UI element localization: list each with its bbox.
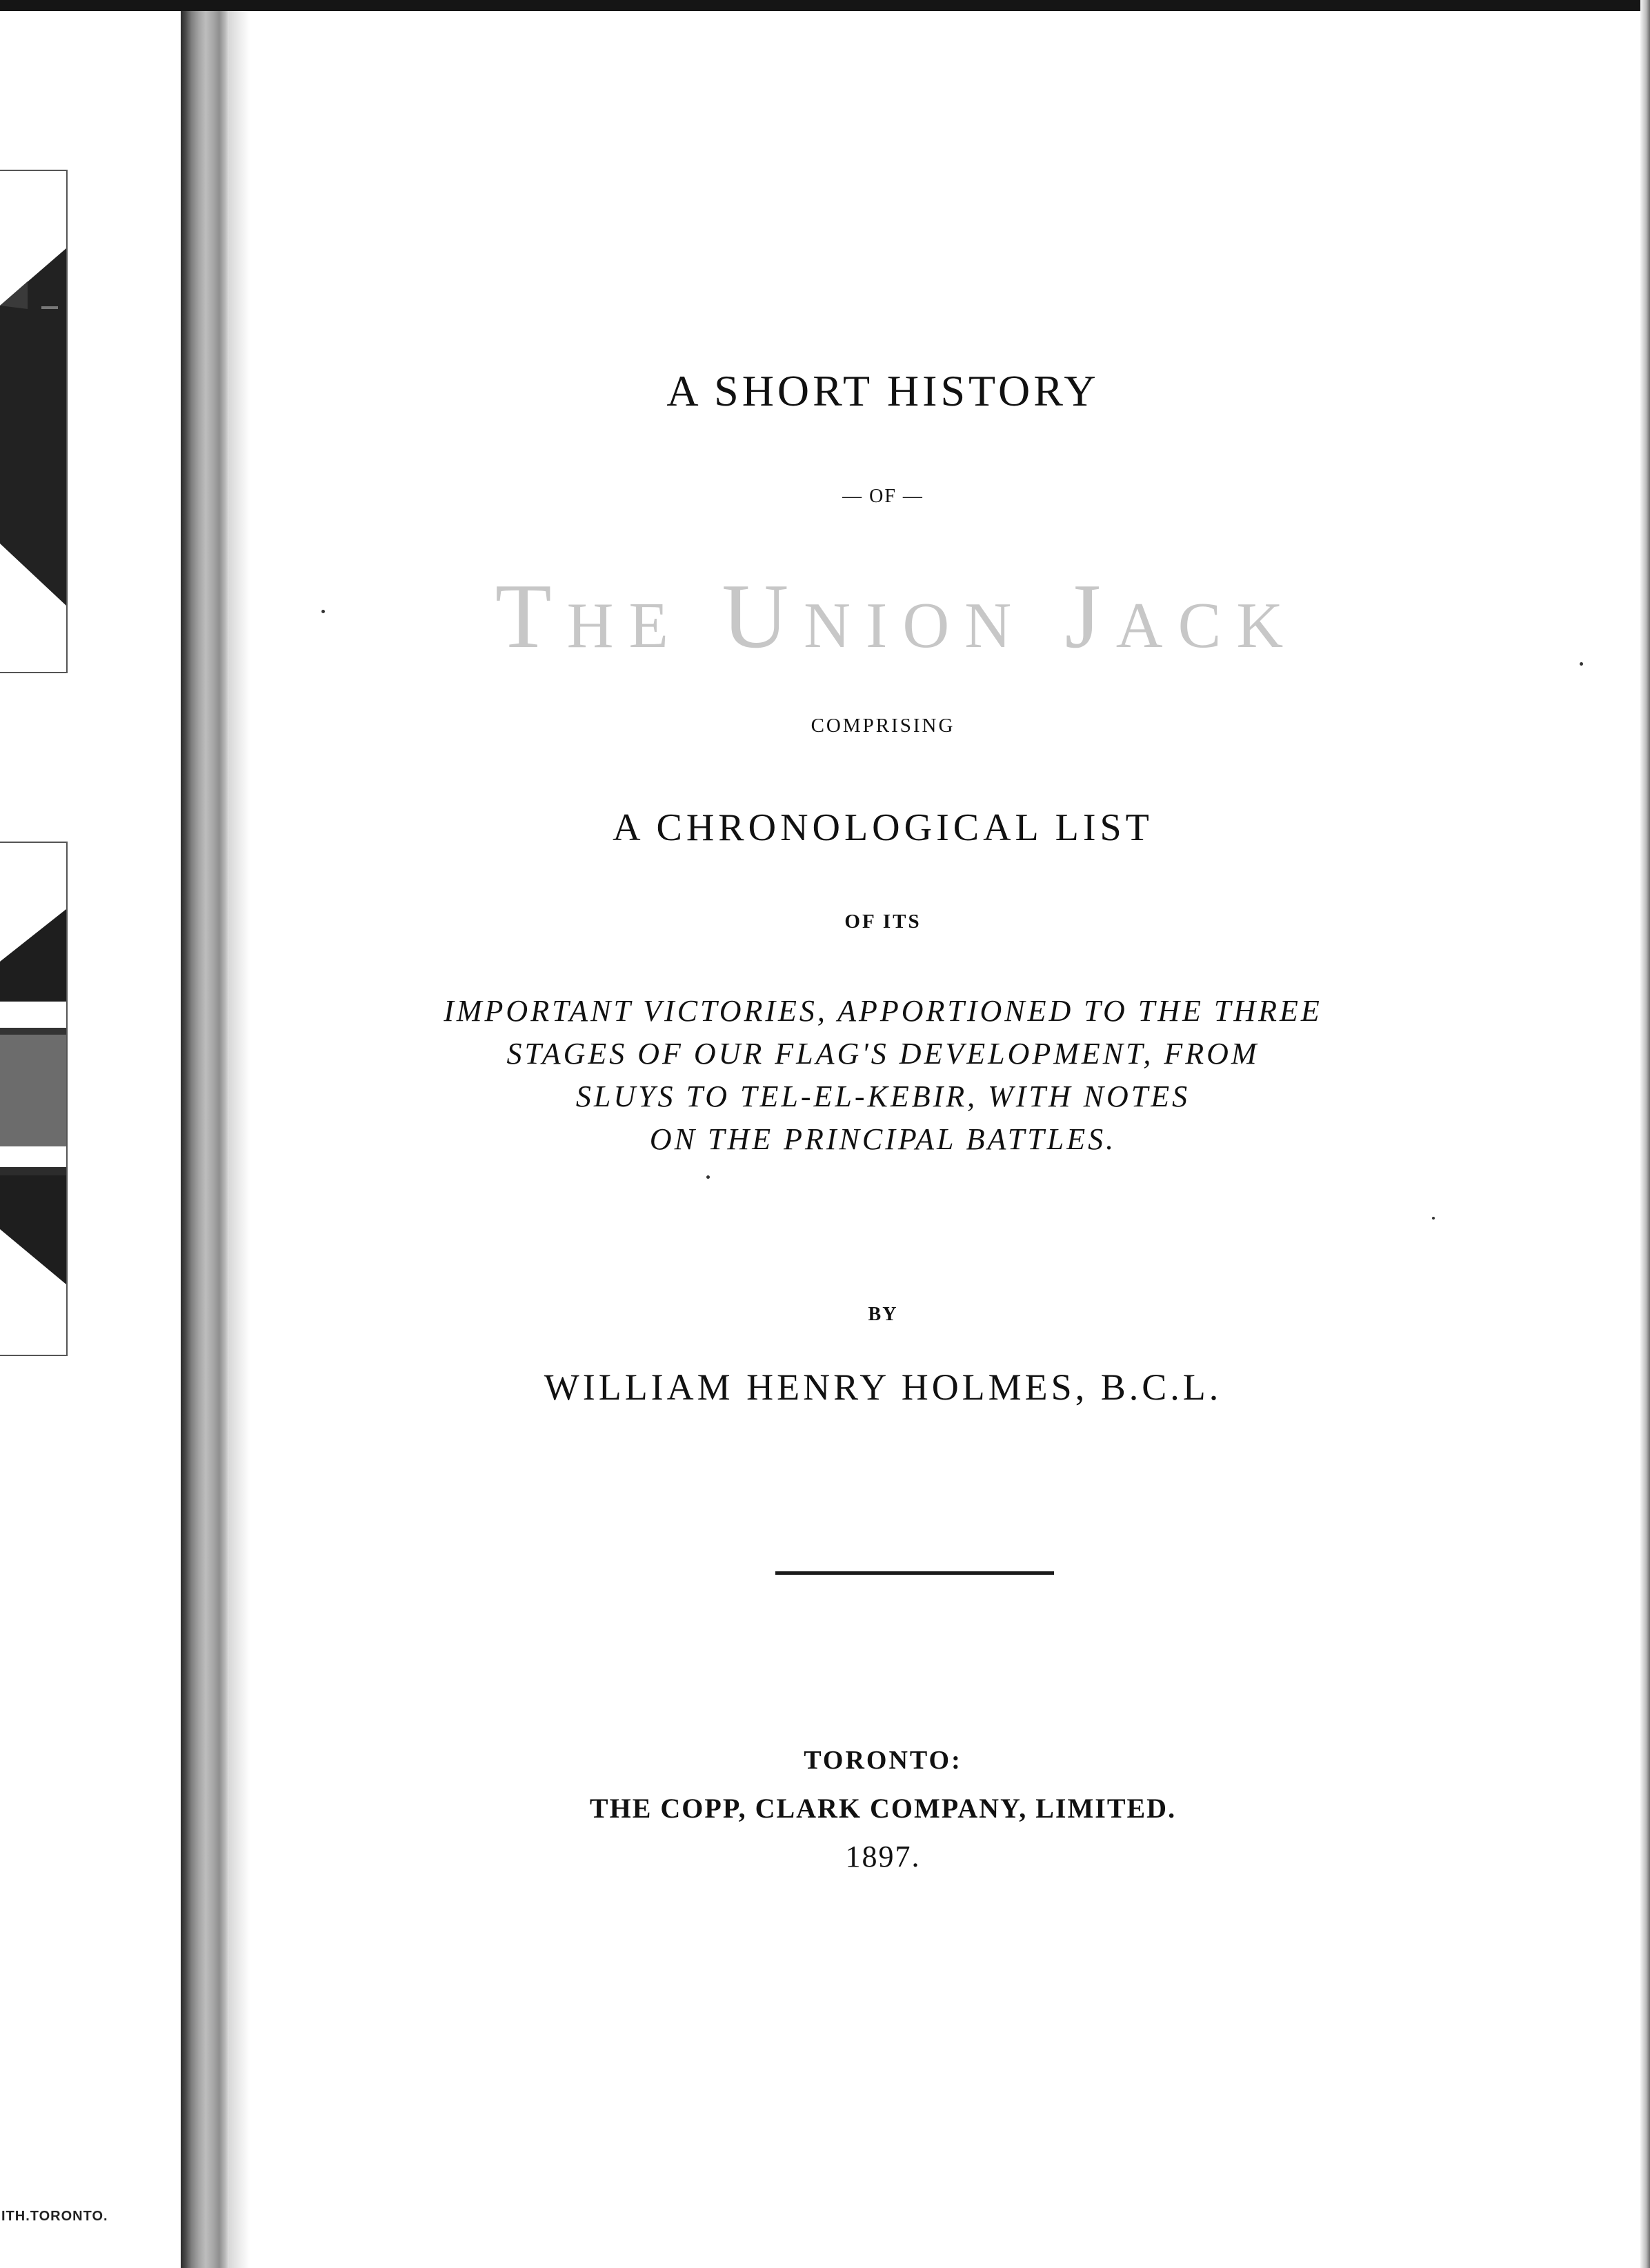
of-its-line: OF ITS — [844, 911, 922, 933]
printer-imprint: ITH.TORONTO. — [1, 2209, 108, 2224]
description-line-4: ON THE PRINCIPAL BATTLES. — [649, 1122, 1117, 1156]
scan-speck — [706, 1175, 710, 1179]
flag-plate-top — [0, 170, 68, 673]
main-title: The Union Jack — [495, 565, 1299, 667]
imprint-city: TORONTO: — [804, 1746, 962, 1775]
description-line-2: STAGES OF OUR FLAG'S DEVELOPMENT, FROM — [506, 1037, 1260, 1071]
scan-speck — [321, 610, 325, 613]
of-line: — OF — — [842, 486, 924, 507]
scan-speck — [1580, 662, 1583, 666]
description-line-3: SLUYS TO TEL-EL-KEBIR, WITH NOTES — [575, 1080, 1191, 1113]
by-line: BY — [868, 1304, 898, 1325]
flag-illustration-top — [0, 171, 66, 672]
imprint-publisher: THE COPP, CLARK COMPANY, LIMITED. — [589, 1793, 1177, 1824]
scan-right-edge — [1640, 0, 1650, 2268]
comprising-line: COMPRISING — [811, 715, 955, 737]
description-line-1: IMPORTANT VICTORIES, APPORTIONED TO THE THREE — [444, 994, 1322, 1028]
scan-speck — [1432, 1217, 1435, 1220]
facing-page — [0, 11, 181, 2268]
flag-plate-bottom — [0, 842, 68, 1356]
divider-rule — [775, 1571, 1054, 1575]
scan-top-edge — [0, 0, 1650, 11]
imprint-year: 1897. — [845, 1840, 921, 1873]
binding-gutter — [181, 11, 229, 2268]
title-line: A SHORT HISTORY — [666, 366, 1100, 415]
author-name: WILLIAM HENRY HOLMES, B.C.L. — [544, 1366, 1222, 1408]
flag-illustration-bottom — [0, 843, 66, 1355]
subtitle: A CHRONOLOGICAL LIST — [613, 806, 1153, 849]
